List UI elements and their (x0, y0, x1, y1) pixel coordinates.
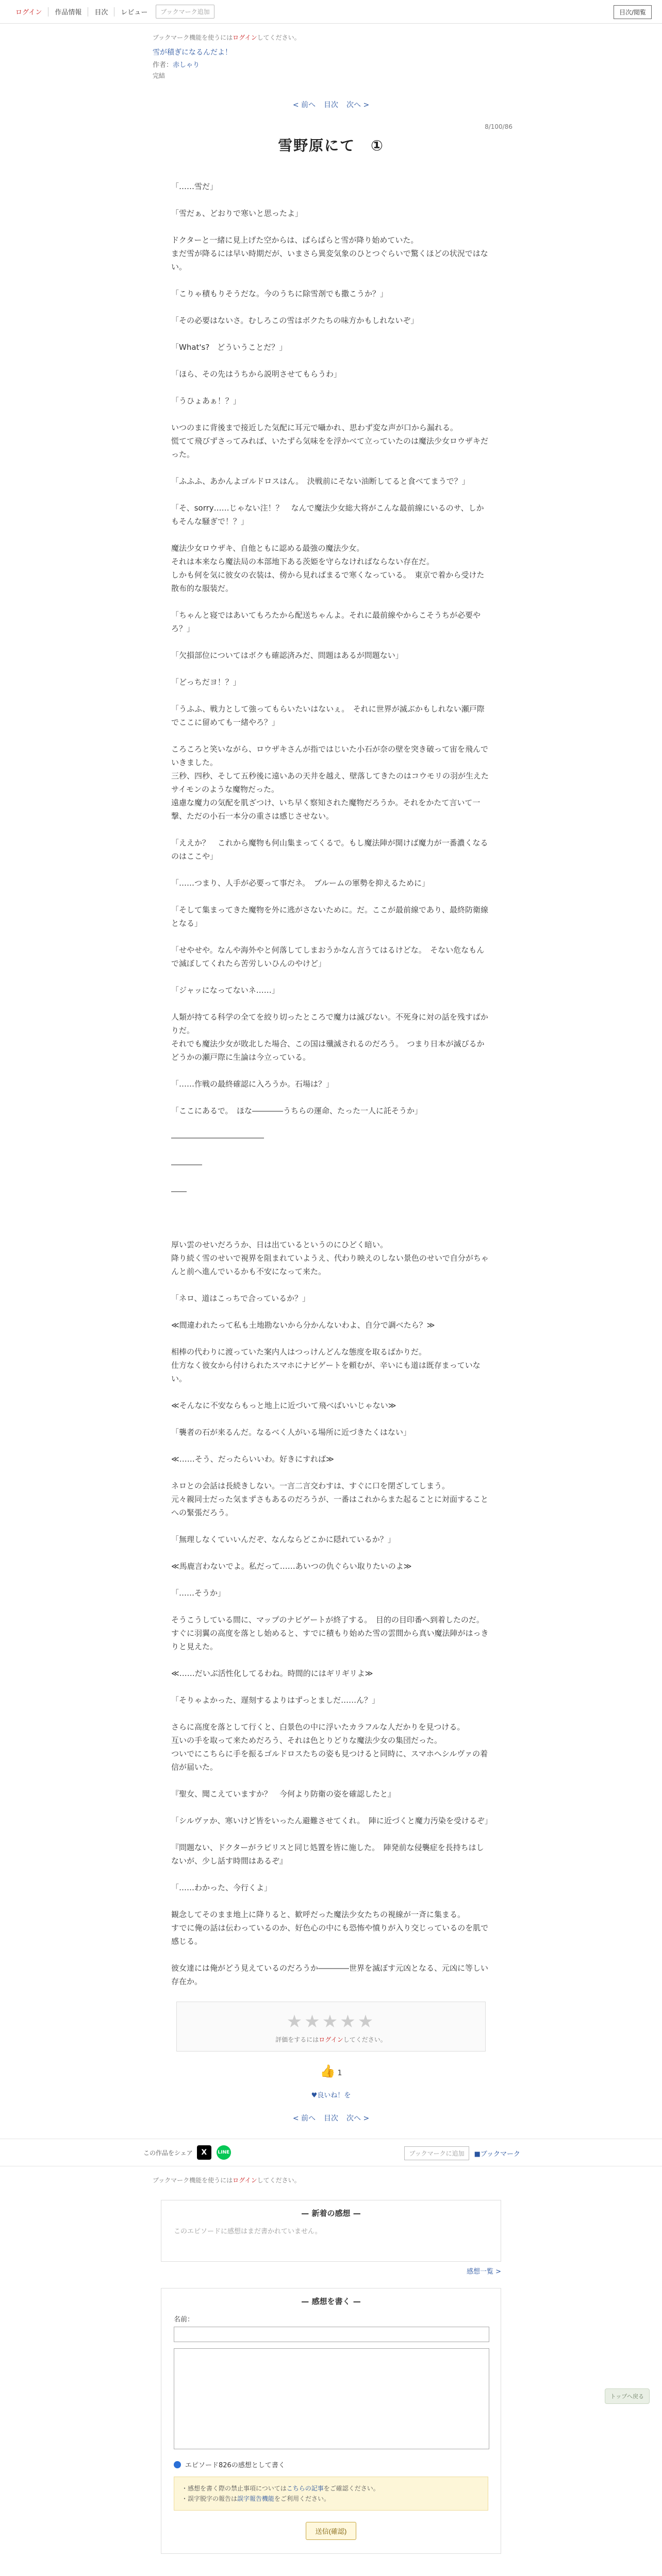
body-paragraph: 人類が持てる科学の全てを絞り切ったところで魔力は滅びない。不死身に対の話を残すばかりだ。 それでも魔法少女が敗北した場合、この国は殲滅されるのだろう。 つまり日本が滅びるかどうかの瀬戸際に生論は今立っている。 (171, 1012, 488, 1062)
body-paragraph: 「ええか？ これから魔物も何山集まってくるで。もし魔法陣が開けば魔力が一番濃くなるのはここや」 (171, 838, 488, 861)
body-paragraph: ≪……そう、だったらいいわ。好きにすれば≫ (171, 1454, 334, 1464)
thumbs-up-icon[interactable]: 👍 (320, 2064, 336, 2078)
prev-episode-link-bottom[interactable]: < 前へ (292, 2114, 316, 2123)
body-paragraph: 「そして集まってきた魔物を外に逃がさないために。だ。ここが最前線であり、最終防衛線となる」 (171, 905, 489, 928)
rating-login-link[interactable]: ログイン (319, 2036, 343, 2043)
episode-title: 雪野原にて ① (278, 137, 384, 154)
body-paragraph: ネロとの会話は長続きしない。一言二言交わすは、すぐに口を閉ざしてしまう。 元々親同士だった気まずさもあるのだろうが、一番はこれからまた起ることに対面することへの緊張だろう。 (171, 1481, 489, 1517)
body-paragraph: ドクターと一緒に見上げた空からは、ぱらぱらと雪が降り始めていた。 まだ雪が降るには早い時期だが、いまさら異変気象のひとつぐらいで驚くほどの状況ではない。 (171, 235, 488, 272)
body-paragraph: 「ふふふ、あかんよゴルドロスはん。 決戦前にそない油断してると食べてまうで？」 (171, 477, 470, 486)
toc-link[interactable]: 目次 (94, 9, 108, 16)
body-paragraph: 「その必要はないさ。むしろこの雪はボクたちの味方かもしれないぞ」 (171, 316, 419, 325)
bookmark-login-notice (0, 24, 662, 42)
body-paragraph: 「どっちだヨ！？」 (171, 677, 241, 687)
rating-box (176, 2002, 486, 2052)
next-episode-link-bottom[interactable]: 次へ > (346, 2114, 370, 2123)
write-review-panel (161, 2288, 501, 2554)
body-paragraph: 厚い雲のせいだろうか、日は出ているというのにひどく暗い。 降り続く雪のせいで視界を阻まれていようえ、代わり映えのしない景色のせいで自分がちゃんと前へ進んでいるかも不安になって来た。 (171, 1240, 489, 1276)
reviews-list-link[interactable]: 感想一覧 > (466, 2268, 501, 2276)
status-label: 完結 (153, 72, 166, 79)
body-paragraph: ―― (171, 1187, 187, 1196)
prev-episode-link[interactable]: < 前へ (292, 101, 316, 109)
toc-view-button[interactable]: 目次/閲覧 (614, 5, 652, 19)
body-paragraph: 「……わかった、今行くよ」 (171, 1883, 272, 1892)
body-paragraph: ≪……だいぶ活性化してるわね。時間的にはギリギリよ≫ (171, 1669, 373, 1678)
body-paragraph: 「襲者の石が来るんだ。なるべく人がいる場所に近づきたくはない」 (171, 1428, 411, 1437)
share-bar (0, 2139, 662, 2166)
guide-line (181, 2494, 481, 2504)
episode-pager-top (0, 99, 662, 110)
bookmark-add-button[interactable]: ブックマーク追加 (156, 5, 214, 19)
next-episode-link[interactable]: 次へ > (346, 101, 370, 109)
body-paragraph: ―――――――――――― (171, 1133, 264, 1142)
body-paragraph: 「うひょあぁ！？」 (171, 396, 241, 405)
notice-login-link[interactable]: ログイン (233, 34, 257, 41)
rating-note-text: 評価をするには (275, 2036, 319, 2043)
episode-pager-bottom (0, 2113, 662, 2123)
bookmark-add-button-bottom[interactable]: ブックマークに追加 (404, 2146, 469, 2160)
body-paragraph: 魔法少女ロウザキ、自他ともに認める最強の魔法少女。 それは本来なら魔法局の本部地下ある茨姫を守らなければならない存在だ。 しかも何を気に彼女の衣装は、傍から見ればまるで寒くなっている。 東京で着から受けた散布的な服装だ。 (171, 544, 485, 593)
submit-review-button[interactable]: 送信(確認) (306, 2522, 357, 2540)
body-paragraph: 『問題ない、ドクターがラピリスと同じ処置を皆に施した。 陣発前な侵襲症を長持ちはしないが、少し話す時間はあるぞ』 (171, 1843, 484, 1866)
back-to-top-button[interactable]: トップへ戻る (605, 2388, 650, 2404)
toc-episode-link[interactable]: 目次 (324, 101, 338, 109)
novel-info-link[interactable]: 作品情報 (55, 9, 82, 16)
good-count: 1 (337, 2069, 342, 2077)
recent-reviews-header: — 新着の感想 — (301, 2209, 361, 2218)
body-paragraph: さらに高度を落として行くと、白景色の中に浮いたカラフルな人だかりを見つける。 互いの手を取って来ためだろう、それは色とりどりな魔法少女の集団だった。 ついでにこちらに手を振るゴルドロスたちの姿も見つけると同時に、スマホヘシルヴァの着信が届いた。 (171, 1722, 488, 1772)
body-paragraph: ころころと笑いながら、ロウザキさんが指ではじいた小石が奈の壁を突き破って宙を飛んでいきました。 三秒、四秒、そして五秒後に遠いあの天井を越え、壁落してきたのはコウモリの羽が生えたサイモンのような魔物だった。 遠慮な魔力の気配を肌ざつけ、いち早く察知された魔物だろうか。それをかたて言いて一撃、ただの小石一本分の重さは感じさせない。 (171, 744, 489, 821)
body-paragraph: 「無理しなくていいんだぞ、なんならどこかに隠れているか？」 (171, 1535, 395, 1544)
episode-number: 8/100/86 (485, 123, 512, 130)
typo-report-link[interactable]: 誤字報告機能 (237, 2495, 275, 2502)
share-bookmark-group (404, 2146, 520, 2160)
recent-reviews-panel (161, 2200, 501, 2262)
body-paragraph: 「ほら、その先はうちから説明させてもらうわ」 (171, 369, 342, 379)
author-link[interactable]: 赤しゃり (173, 61, 200, 69)
name-label: 名前： (174, 2316, 194, 2324)
rating-note-text: してください。 (343, 2036, 387, 2043)
author-line (0, 57, 662, 69)
good-button[interactable]: ♥良いね！を (311, 2092, 351, 2099)
body-paragraph (171, 1211, 491, 1225)
x-share-icon[interactable]: X (197, 2145, 211, 2160)
notice-text: ブックマーク機能を使うには (153, 2177, 233, 2184)
comment-textarea[interactable] (174, 2348, 489, 2449)
episode-review-radio[interactable] (174, 2461, 181, 2468)
body-paragraph: 相棒の代わりに渡っていた案内人はつっけんどんな態度を取るばかりだ。 仕方なく彼女から付けられたスマホにナビゲートを頼むが、辛いにも道は既存まっていない。 (171, 1347, 481, 1383)
episode-review-checkbox-row (161, 2449, 501, 2469)
good-section (0, 2064, 662, 2099)
body-paragraph: 「……作戦の最終確認に入ろうか。石場は？」 (171, 1079, 334, 1089)
body-paragraph: ≪馬鹿言わないでよ。私だって……あいつの仇ぐらい取りたいのよ≫ (171, 1562, 412, 1571)
body-paragraph: 「そりゃよかった、遅刻するよりはずっとましだ……ん？」 (171, 1696, 380, 1705)
body-paragraph: 「そ、sorry……じゃない注！？ なんで魔法少女総大将がこんな最前線にいるのサ、しかもそんな騒ぎで！？」 (171, 503, 484, 526)
login-link[interactable]: ログイン (15, 9, 42, 16)
body-paragraph: 「雪だぁ、どおりで寒いと思ったよ」 (171, 209, 303, 218)
notice-text: ブックマーク機能を使うには (153, 34, 233, 41)
novel-title-link[interactable]: 雪が積ぎになるんだよ！ (153, 48, 232, 57)
star-rating-icon[interactable]: ★★★★★ (286, 2011, 376, 2032)
notice-text: してください。 (257, 2177, 301, 2184)
body-paragraph: 「こりゃ積もりそうだな。今のうちに除雪剤でも撒こうか？」 (171, 289, 388, 298)
body-paragraph: 「ネロ、道はこっちで合っているか？」 (171, 1294, 310, 1303)
guide-text: ・誤字脱字の報告は (181, 2495, 238, 2502)
bookmark-login-notice-bottom (0, 2166, 662, 2184)
line-share-icon[interactable]: LINE (217, 2145, 231, 2160)
body-paragraph: 「ジャッになってないネ……」 (171, 986, 279, 995)
guide-text: をご利用ください。 (274, 2495, 330, 2502)
notice-text: してください。 (257, 34, 301, 41)
author-label: 作者： (153, 61, 173, 69)
body-paragraph: そうこうしている間に、マップのナビゲートが終了する。 目的の目印番へ到着したのだ。 すぐに羽翼の高度を落とし始めると、すでに積もり始めた雪の雲間から真い魔法陣がはっきりと見えた。 (171, 1615, 489, 1651)
top-navigation-bar (0, 0, 662, 24)
body-paragraph: いつのまに背後まで接近した気配に耳元で囁かれ、思わず変な声が口から漏れる。 慌てて飛びずさってみれば、いたずら気味をを浮かべて立っていたのは魔法少女ロウザキだった。 (171, 423, 489, 459)
review-guide-box (174, 2477, 488, 2511)
notice-login-link-bottom[interactable]: ログイン (233, 2177, 257, 2184)
body-paragraph: 「うふふ、戦力として強ってもらいたいはないぇ。 それに世界が滅ぶかもしれない瀬戸際でここに留めても一緒やろ？」 (171, 704, 485, 727)
body-paragraph: 観念してそのまま地上に降りると、歓呼だった魔法少女たちの視線が一斉に集まる。 すでに俺の話は伝わっているのか、好色心の中にも恐怖や憤りが入り交じっているのを肌で感じる。 (171, 1910, 489, 1946)
name-input[interactable] (174, 2327, 489, 2342)
guide-line (181, 2483, 481, 2494)
body-paragraph: ≪そんなに不安ならもっと地上に近づいて飛べばいいじゃない≫ (171, 1401, 396, 1410)
body-paragraph: 「シルヴァか、寒いけど皆をいったん避難させてくれ。 陣に近づくと魔力汚染を受けるぞ」 (171, 1816, 492, 1825)
body-paragraph: 「What's? どういうことだ？」 (171, 343, 287, 352)
guide-text: をご確認ください。 (323, 2485, 379, 2492)
body-paragraph: 「ここにあるで。 ほな――――うちらの運命、たった一人に託そうか」 (171, 1106, 423, 1115)
bookmark-link[interactable]: ■ブックマーク (474, 2150, 520, 2158)
body-paragraph: 「欠損部位についてはボクも確認済みだ、問題はあるが問題ない」 (171, 651, 403, 660)
reviews-empty-text: このエピソードに感想はまだ書かれていません。 (174, 2228, 322, 2235)
body-paragraph: ―――― (171, 1160, 202, 1169)
review-link[interactable]: レビュー (121, 9, 148, 16)
rating-note (177, 2035, 485, 2044)
share-label: この作品をシェア (143, 2149, 193, 2157)
body-paragraph: 「ちゃんと寝ではあいてもろたから配送ちゃんよ。それに最前線やからこそうちが必要やろ？」 (171, 611, 481, 633)
toc-episode-link-bottom[interactable]: 目次 (324, 2114, 338, 2123)
body-paragraph: 「……つまり、人手が必要って事だネ。 ブルームの軍勢を抑えるために」 (171, 878, 430, 888)
body-paragraph: ≪間違われたって私も土地勘ないから分かんないわよ、自分で調べたら？≫ (171, 1320, 435, 1330)
body-paragraph: 「……そうか」 (171, 1588, 226, 1598)
body-paragraph: 『聖女、聞こえていますか？ 今何より防衛の姿を確認したと』 (171, 1789, 396, 1799)
episode-review-label: エピソード826の感想として書く (185, 2462, 285, 2469)
guide-article-link[interactable]: こちらの記事 (286, 2485, 324, 2492)
submit-wrap (161, 2522, 501, 2540)
body-paragraph: 「せやせや。なんや海外やと何落してしまおうかなん言うてはるけどな。 そない危なもんで滅ぼしてくれたら苦労しいひんのやけど」 (171, 945, 485, 968)
body-paragraph: 「……雪だ」 (171, 182, 218, 191)
body-paragraph: 彼女達には俺がどう見えているのだろうか――――世界を滅ぼす元凶となる、元凶に等しい存在か。 (171, 1963, 489, 1986)
novel-body (171, 180, 491, 1988)
write-review-header: — 感想を書く — (301, 2297, 361, 2306)
guide-text: ・感想を書く際の禁止事項については (181, 2485, 287, 2492)
